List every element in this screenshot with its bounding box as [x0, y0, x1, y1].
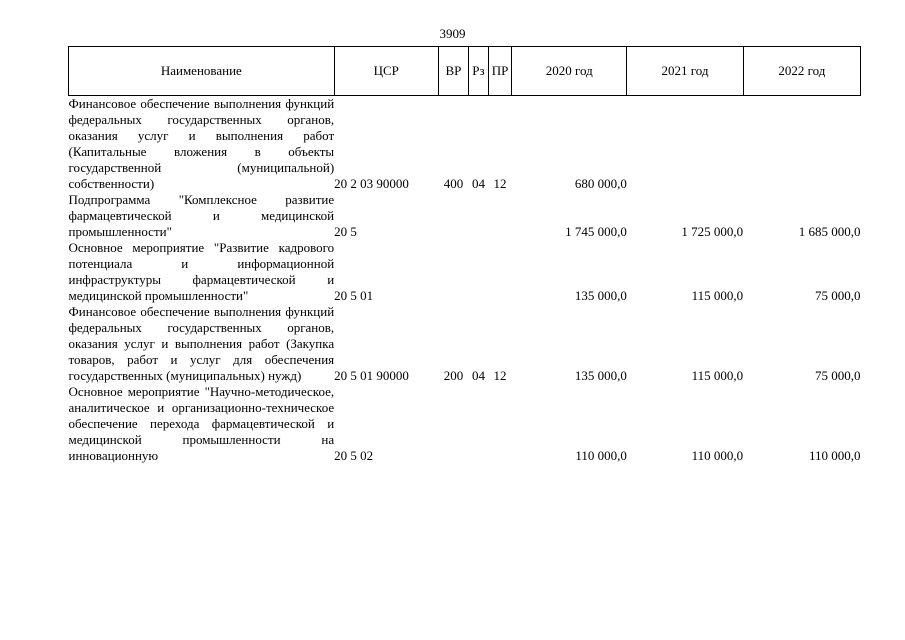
- row-pr: 12: [493, 176, 507, 191]
- row-rz: [468, 240, 488, 304]
- row-2021: 110 000,0: [691, 448, 744, 463]
- row-2022: 110 000,0: [808, 448, 861, 463]
- row-2021: 115 000,0: [691, 288, 744, 303]
- row-name: Основное мероприятие "Научно-методическое, аналитическое и организационно-техническое обеспечение перехода фармацевтической и медицинской промышленности на инновационную: [68, 384, 335, 463]
- row-2020: 110 000,0: [575, 448, 627, 463]
- row-2022: [743, 96, 860, 193]
- row-name: Финансовое обеспечение выполнения функций федеральных государственных органов, оказания услуг и выполнения работ (Закупка товаров, работ и услуг для обеспечения государственных (муниципальных) нужд): [68, 304, 335, 383]
- header-vr: ВР: [438, 47, 468, 96]
- row-name: Финансовое обеспечение выполнения функций федеральных государственных органов, оказания услуг и выполнения работ (Капитальные вложения в объекты государственной (муниципальной) собственности): [68, 96, 335, 191]
- row-pr: 12: [493, 368, 507, 383]
- budget-table: [68, 46, 861, 464]
- page-number: 3909: [439, 26, 466, 41]
- row-rz: 04: [471, 176, 485, 191]
- row-vr: 200: [443, 368, 464, 383]
- header-2021: 2021 год: [627, 47, 743, 96]
- row-vr: [438, 384, 468, 464]
- row-2022: 75 000,0: [815, 288, 861, 303]
- row-pr: [489, 192, 512, 240]
- row-rz: [468, 384, 488, 464]
- header-name: Наименование: [69, 47, 335, 96]
- row-2022: 1 685 000,0: [798, 224, 861, 239]
- row-2020: 135 000,0: [574, 368, 627, 383]
- header-row: [69, 47, 861, 96]
- header-rz: Рз: [468, 47, 488, 96]
- row-rz: [468, 192, 488, 240]
- table-row: [69, 384, 861, 464]
- row-vr: [438, 240, 468, 304]
- row-2021: 1 725 000,0: [681, 224, 744, 239]
- row-csr: 20 5 01: [334, 288, 374, 303]
- table-row: [69, 96, 861, 193]
- row-csr: 20 5: [334, 224, 357, 239]
- row-vr: [438, 192, 468, 240]
- header-pr: ПР: [489, 47, 512, 96]
- row-pr: [489, 384, 512, 464]
- row-name: Подпрограмма "Комплексное развитие фармацевтической и медицинской промышленности": [68, 192, 335, 239]
- row-2021: [627, 96, 743, 193]
- row-csr: 20 2 03 90000: [334, 176, 409, 191]
- row-rz: 04: [471, 368, 485, 383]
- table-row: [69, 192, 861, 240]
- table-row: [69, 240, 861, 304]
- row-2020: 135 000,0: [574, 288, 627, 303]
- row-2022: 75 000,0: [815, 368, 861, 383]
- row-pr: [489, 240, 512, 304]
- row-2021: 115 000,0: [691, 368, 744, 383]
- row-csr: 20 5 01 90000: [334, 368, 409, 383]
- header-csr: ЦСР: [334, 47, 438, 96]
- row-2020: 1 745 000,0: [565, 224, 627, 239]
- table-row: [69, 304, 861, 384]
- header-2020: 2020 год: [512, 47, 627, 96]
- row-vr: 400: [443, 176, 464, 191]
- row-csr: 20 5 02: [334, 448, 374, 463]
- row-2020: 680 000,0: [574, 176, 627, 191]
- header-2022: 2022 год: [743, 47, 860, 96]
- row-name: Основное мероприятие "Развитие кадрового потенциала и информационной инфраструктуры фармацевтической и медицинской промышленности": [68, 240, 335, 303]
